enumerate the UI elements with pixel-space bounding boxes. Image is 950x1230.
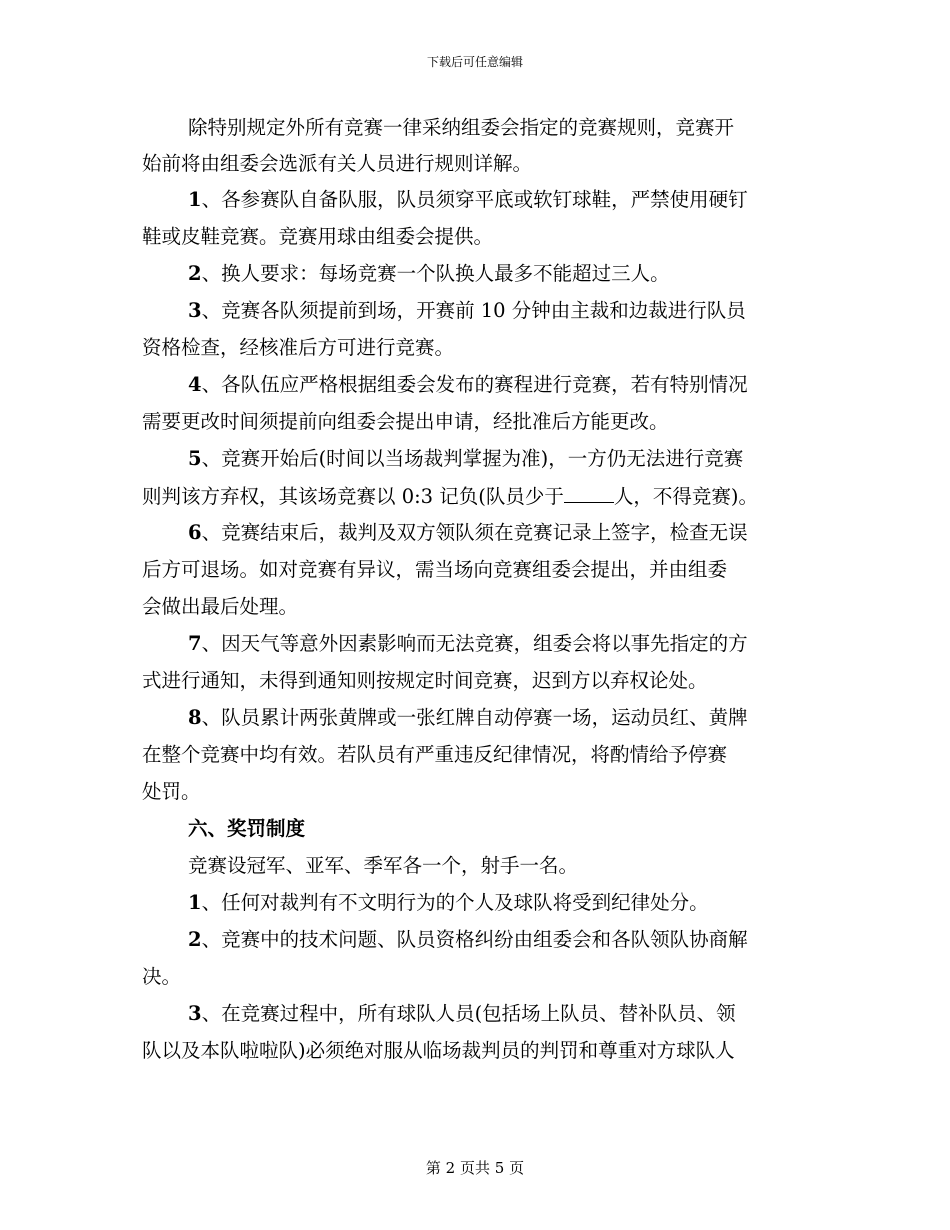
rule-number: 1 <box>188 188 202 211</box>
page-header: 下载后可任意编辑 <box>426 55 523 69</box>
rule-5-line-2 <box>142 484 758 509</box>
penalty-3-line-1 <box>188 1002 736 1026</box>
rule-text: 、竞赛中的技术问题、队员资格纠纷由组委会和各队领队协商解 <box>201 928 748 951</box>
rule-3-line-2: 资格检查，经核准后方可进行竞赛。 <box>142 336 455 359</box>
rule-4-line-1 <box>188 373 748 397</box>
rule-text: 、竞赛开始后(时间以当场裁判掌握为准)，一方仍无法进行竞赛 <box>201 447 744 470</box>
rule-8-line-3: 处罚。 <box>142 780 201 803</box>
rule-1-line-1 <box>188 188 748 212</box>
fill-in-blank <box>564 484 614 503</box>
rule-text: 、在竞赛过程中，所有球队人员(包括场上队员、替补队员、领 <box>201 1002 736 1025</box>
rule-text: 、各队伍应严格根据组委会发布的赛程进行竞赛，若有特别情况 <box>201 373 748 396</box>
rule-number: 2 <box>188 928 202 951</box>
page-footer: 第 2 页共 5 页 <box>425 1159 525 1177</box>
rule-7-line-1 <box>188 632 748 656</box>
rule-number: 6 <box>188 521 202 544</box>
rule-6-line-2: 后方可退场。如对竞赛有异议，需当场向竞赛组委会提出，并由组委 <box>142 558 728 581</box>
rule-number: 7 <box>188 632 202 655</box>
rule-number: 5 <box>188 447 202 470</box>
rule-text: 、因天气等意外因素影响而无法竞赛，组委会将以事先指定的方 <box>201 632 748 655</box>
rule-1-line-2: 鞋或皮鞋竞赛。竞赛用球由组委会提供。 <box>142 225 494 248</box>
intro-paragraph-line-2: 始前将由组委会选派有关人员进行规则详解。 <box>142 152 533 175</box>
rule-8-line-1 <box>188 706 748 730</box>
rule-number: 8 <box>188 706 202 729</box>
rule-8-line-2: 在整个竞赛中均有效。若队员有严重违反纪律情况，将酌情给予停赛 <box>142 743 728 766</box>
penalty-2-line-1 <box>188 928 748 952</box>
rule-7-line-2: 式进行通知，未得到通知则按规定时间竞赛，迟到方以弃权论处。 <box>142 669 708 692</box>
penalty-1-line-1 <box>188 891 709 915</box>
rule-6-line-3: 会做出最后处理。 <box>142 595 299 618</box>
rule-3-line-1 <box>188 299 746 323</box>
rule-text: 、竞赛各队须提前到场，开赛前 10 分钟由主裁和边裁进行队员 <box>201 299 746 322</box>
rule-4-line-2: 需要更改时间须提前向组委会提出申请，经批准后方能更改。 <box>142 410 669 433</box>
rule-text-before-blank: 则判该方弃权，其该场竞赛以 0:3 记负(队员少于 <box>142 485 564 508</box>
awards-paragraph: 竞赛设冠军、亚军、季军各一个，射手一名。 <box>188 854 579 877</box>
rule-number: 1 <box>188 891 202 914</box>
penalty-2-line-2: 决。 <box>142 965 182 988</box>
rule-text: 、任何对裁判有不文明行为的个人及球队将受到纪律处分。 <box>201 891 709 914</box>
rule-6-line-1 <box>188 521 748 545</box>
rule-text: 、换人要求：每场竞赛一个队换人最多不能超过三人。 <box>201 262 670 285</box>
rule-text: 、各参赛队自备队服，队员须穿平底或软钉球鞋，严禁使用硬钉 <box>201 188 748 211</box>
rule-number: 4 <box>188 373 202 396</box>
rule-2-line-1 <box>188 262 670 286</box>
intro-paragraph-line-1: 除特别规定外所有竞赛一律采纳组委会指定的竞赛规则，竞赛开 <box>188 116 735 139</box>
rule-text: 、竞赛结束后，裁判及双方领队须在竞赛记录上签字，检查无误 <box>201 521 748 544</box>
rule-number: 3 <box>188 299 202 322</box>
section-heading: 六、奖罚制度 <box>188 817 306 840</box>
rule-number: 3 <box>188 1002 202 1025</box>
rule-text-after-blank: 人，不得竞赛)。 <box>613 485 758 508</box>
rule-text: 、队员累计两张黄牌或一张红牌自动停赛一场，运动员红、黄牌 <box>201 706 748 729</box>
rule-number: 2 <box>188 262 202 285</box>
penalty-3-line-2: 队以及本队啦啦队)必须绝对服从临场裁判员的判罚和尊重对方球队人 <box>142 1039 735 1062</box>
rule-5-line-1 <box>188 447 743 471</box>
